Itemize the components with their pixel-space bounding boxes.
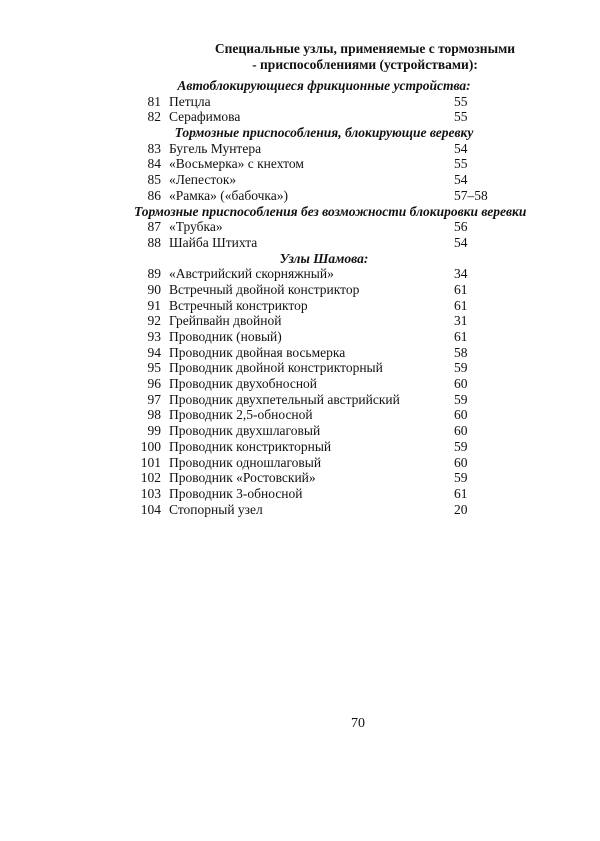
index-list: [134, 78, 527, 517]
entry-number: 103: [140, 485, 161, 501]
index-entry: [134, 439, 514, 455]
index-entry: [134, 141, 514, 157]
entry-name: «Восьмерка» с кнехтом: [169, 156, 304, 172]
entry-page: 57–58: [454, 187, 488, 203]
entry-number: 99: [147, 423, 161, 439]
entry-number: 92: [147, 313, 161, 329]
entry-name: Проводник констрикторный: [169, 438, 332, 454]
section-heading: Узлы Шамова:: [279, 250, 369, 266]
index-entry: [134, 455, 514, 471]
entry-page: 54: [454, 140, 468, 156]
entry-name: Проводник двухпетельный австрийский: [169, 391, 400, 407]
entry-page: 56: [454, 219, 468, 235]
index-entry: [134, 172, 514, 188]
entry-page: 55: [454, 93, 468, 109]
entry-name: Шайба Штихта: [169, 234, 258, 250]
index-entry: [134, 423, 514, 439]
entry-number: 85: [147, 172, 161, 188]
entry-page: 20: [454, 501, 468, 517]
entry-number: 84: [147, 156, 161, 172]
entry-number: 94: [147, 344, 161, 360]
entry-number: 90: [147, 281, 161, 297]
entry-name: Серафимова: [169, 109, 241, 125]
entry-page: 59: [454, 391, 468, 407]
index-entry: [134, 486, 514, 502]
entry-page: 59: [454, 360, 468, 376]
entry-number: 83: [147, 140, 161, 156]
index-entry: [134, 109, 514, 125]
page-title: [175, 41, 555, 73]
section-heading: Автоблокирующиеся фрикционные устройства:: [177, 78, 471, 93]
entry-name: Проводник 3-обносной: [169, 485, 303, 501]
page-number: 70: [351, 716, 365, 731]
index-entry: [134, 502, 514, 518]
title-line-2: - приспособлениями (устройствами):: [252, 57, 478, 72]
index-entry: [134, 376, 514, 392]
index-entry: [134, 313, 514, 329]
index-entry: [134, 188, 514, 204]
entry-page: 55: [454, 109, 468, 125]
entry-name: «Рамка» («бабочка»): [169, 187, 289, 203]
entry-number: 91: [147, 297, 161, 313]
entry-name: Проводник двойная восьмерка: [169, 344, 346, 360]
entry-name: Проводник двухшлаговый: [169, 423, 321, 439]
entry-name: «Австрийский скорняжный»: [169, 266, 334, 282]
index-entry: [134, 470, 514, 486]
index-entry: [134, 266, 514, 282]
entry-number: 101: [140, 454, 161, 470]
entry-page: 60: [454, 454, 468, 470]
entry-name: Бугель Мунтера: [169, 140, 262, 156]
index-entry: [134, 219, 514, 235]
entry-name: Стопорный узел: [169, 501, 263, 517]
entry-page: 61: [454, 281, 468, 297]
entry-name: Проводник двухобносной: [169, 376, 318, 392]
entry-name: Встречный констриктор: [169, 297, 308, 313]
entry-page: 61: [454, 329, 468, 344]
index-entry: [134, 282, 514, 298]
entry-name: «Трубка»: [169, 219, 223, 235]
entry-page: 59: [454, 470, 468, 486]
entry-name: Проводник одношлаговый: [169, 454, 322, 470]
entry-page: 59: [454, 438, 468, 454]
entry-number: 96: [147, 376, 161, 392]
entry-number: 97: [147, 391, 161, 407]
entry-number: 87: [147, 219, 161, 235]
entry-number: 100: [140, 438, 161, 454]
entry-page: 58: [454, 344, 468, 360]
index-entry: [134, 360, 514, 376]
section-heading: Тормозные приспособления без возможности блокировки веревки: [134, 203, 527, 219]
entry-name: Грейпвайн двойной: [169, 313, 282, 329]
entry-page: 60: [454, 407, 468, 423]
entry-page: 54: [454, 172, 468, 188]
entry-page: 61: [454, 485, 468, 501]
entry-number: 88: [147, 234, 161, 250]
index-entry: [134, 407, 514, 423]
section-heading: Тормозные приспособления, блокирующие веревку: [174, 125, 474, 141]
entry-name: Встречный двойной констриктор: [169, 281, 360, 297]
entry-number: 82: [147, 109, 161, 125]
entry-number: 86: [147, 187, 161, 203]
entry-page: 54: [454, 234, 468, 250]
index-entry: [134, 94, 514, 110]
entry-page: 55: [454, 156, 468, 172]
entry-number: 93: [147, 329, 161, 344]
index-entry: [134, 298, 514, 314]
entry-page: 60: [454, 423, 468, 439]
entry-name: Проводник 2,5-обносной: [169, 407, 313, 423]
index-entry: [134, 156, 514, 172]
entry-number: 104: [140, 501, 161, 517]
entry-number: 81: [147, 93, 161, 109]
index-entry: [134, 345, 514, 361]
entry-name: Петцла: [169, 93, 211, 109]
entry-name: Проводник двойной констрикторный: [169, 360, 383, 376]
entry-name: Проводник (новый): [169, 329, 282, 344]
entry-page: 61: [454, 297, 468, 313]
entry-number: 89: [147, 266, 161, 282]
entry-number: 102: [140, 470, 161, 486]
entry-page: 31: [454, 313, 468, 329]
entry-page: 60: [454, 376, 468, 392]
entry-name: Проводник «Ростовский»: [169, 470, 316, 486]
entry-number: 95: [147, 360, 161, 376]
index-entry: [134, 392, 514, 408]
index-entry: [134, 235, 514, 251]
entry-number: 98: [147, 407, 161, 423]
title-line-1: Специальные узлы, применяемые с тормозными: [214, 41, 516, 56]
entry-name: «Лепесток»: [169, 172, 237, 188]
index-entry: [134, 329, 514, 345]
entry-page: 34: [454, 266, 468, 282]
